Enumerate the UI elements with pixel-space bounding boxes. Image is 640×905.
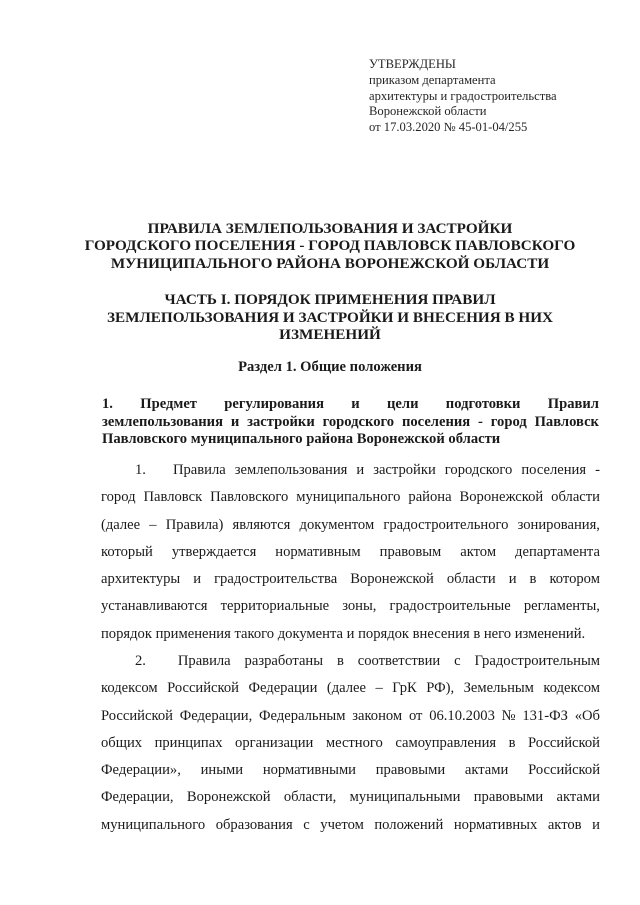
word: зоны, <box>342 598 377 615</box>
word: кодексом <box>543 680 600 697</box>
word: градостроительства <box>214 571 338 588</box>
word: являются <box>232 516 291 533</box>
paragraph-line <box>101 812 600 839</box>
word: Федерации, <box>101 789 174 806</box>
article-heading-line <box>102 396 599 414</box>
word: 06.10.2003 <box>429 707 495 724</box>
word: Российской <box>528 762 600 779</box>
word: муниципальными <box>349 789 461 806</box>
word: городского <box>444 462 513 478</box>
word: застройки <box>247 413 315 430</box>
word: архитектуры <box>101 571 181 588</box>
word: зонирования, <box>517 516 600 533</box>
word: нормативным <box>275 543 361 560</box>
word: РФ), <box>426 680 455 697</box>
word: поселения <box>401 413 471 430</box>
word: территориальные <box>220 598 330 615</box>
word: котором <box>549 571 600 588</box>
word: (далее <box>326 680 366 697</box>
word: самоуправления <box>395 734 497 751</box>
paragraph-line <box>101 730 600 757</box>
paragraph-number: 2. <box>135 653 146 669</box>
article-heading <box>102 396 599 449</box>
word: Федеральным <box>259 707 346 724</box>
word: в <box>336 653 344 669</box>
word: и <box>230 413 240 430</box>
word: землепользования <box>234 462 348 478</box>
paragraph-line <box>101 566 600 593</box>
word: местного <box>325 734 383 751</box>
word: района <box>408 489 452 506</box>
word: город <box>490 413 527 430</box>
paragraph-line <box>101 539 600 566</box>
word: Правила) <box>165 516 224 533</box>
approval-line: УТВЕРЖДЕНЫ <box>369 57 456 71</box>
word: правовыми <box>375 762 446 779</box>
word: - <box>595 462 600 478</box>
word: актов <box>547 816 582 833</box>
word: с <box>454 653 461 669</box>
word: Предмет <box>140 396 197 412</box>
paragraph-line <box>101 512 600 539</box>
word: – <box>149 516 157 533</box>
title-line: МУНИЦИПАЛЬНОГО РАЙОНА ВОРОНЕЖСКОЙ ОБЛАСТИ <box>110 254 550 272</box>
article-heading-line <box>102 414 599 432</box>
word: муниципального <box>296 489 401 506</box>
section-title: Раздел 1. Общие положения <box>238 359 422 375</box>
word: регулирования <box>224 396 324 412</box>
approval-line: приказом департамента <box>369 72 496 87</box>
word: градостроительные <box>389 598 511 615</box>
paragraph-line: порядок применения такого документа и порядок внесения в него изменений. <box>101 625 586 642</box>
word: Федерации», <box>101 762 181 779</box>
word: кодексом <box>101 680 158 697</box>
paragraph-1 <box>101 457 600 648</box>
word: Воронежской <box>350 571 434 588</box>
word: город <box>101 489 136 506</box>
approval-line: архитектуры и градостроительства <box>369 88 557 103</box>
word: № <box>501 707 516 724</box>
word: общих <box>101 734 143 751</box>
word: - <box>478 413 483 430</box>
word: разработаны <box>244 653 324 669</box>
word: Федерации <box>248 680 318 697</box>
word: Градостроительным <box>474 653 600 669</box>
paragraph-number: 1. <box>135 462 146 478</box>
word: нормативных <box>453 816 538 833</box>
word: департамента <box>515 543 600 560</box>
word: Земельным <box>463 680 534 697</box>
word: положений <box>374 816 444 833</box>
title-line: ГОРОДСКОГО ПОСЕЛЕНИЯ - ГОРОД ПАВЛОВСК ПАВЛОВСКОГО <box>84 237 576 255</box>
word: муниципального <box>101 816 206 833</box>
word: принципах <box>154 734 223 751</box>
word: землепользования <box>102 413 223 430</box>
part-line: ЗЕМЛЕПОЛЬЗОВАНИЯ И ЗАСТРОЙКИ И ВНЕСЕНИЯ В НИХ <box>106 308 553 326</box>
word: Воронежской <box>186 789 271 806</box>
word: иными <box>200 762 244 779</box>
paragraph-line <box>101 593 600 620</box>
word: и <box>356 462 365 478</box>
word: Правил <box>547 396 599 412</box>
word: 1. <box>102 396 113 412</box>
word: и <box>508 571 517 588</box>
word: – <box>375 680 383 697</box>
word: (далее <box>101 516 141 533</box>
word: актами <box>464 762 509 779</box>
word: образования <box>215 816 293 833</box>
paragraph-line <box>101 675 600 702</box>
word: застройки <box>373 462 436 478</box>
title-line: ПРАВИЛА ЗЕМЛЕПОЛЬЗОВАНИЯ И ЗАСТРОЙКИ <box>147 220 513 237</box>
approval-line: Воронежской области <box>369 104 487 119</box>
word: Павловского <box>210 489 289 506</box>
word: утверждается <box>171 543 257 560</box>
word: и <box>592 816 600 833</box>
approval-stamp <box>369 57 619 136</box>
word: регламенты, <box>523 598 600 615</box>
word: с <box>303 816 310 833</box>
part-title <box>60 291 600 344</box>
word: Правила <box>172 462 226 478</box>
word: Павловск <box>143 489 203 506</box>
word: и <box>193 571 202 588</box>
word: Российской <box>167 680 239 697</box>
paragraph-line <box>101 457 600 484</box>
approval-line: от 17.03.2020 № 45-01-04/255 <box>369 120 528 135</box>
part-line: ИЗМЕНЕНИЙ <box>279 326 381 344</box>
word: который <box>101 543 153 560</box>
word: актами <box>556 789 600 806</box>
word: законом <box>352 707 403 724</box>
paragraph-line <box>101 784 600 811</box>
word: поселения <box>521 462 587 478</box>
word: Российской <box>528 734 600 751</box>
word: «Об <box>574 707 600 724</box>
word: подготовки <box>445 396 521 412</box>
word: учетом <box>320 816 364 833</box>
document-title <box>60 220 600 272</box>
word: цели <box>387 396 419 412</box>
word: области <box>551 489 600 506</box>
paragraph-line <box>101 703 600 730</box>
word: в <box>508 734 516 751</box>
word: актом <box>460 543 497 560</box>
word: документом <box>299 516 375 533</box>
word: Российской <box>101 707 173 724</box>
word: области, <box>283 789 337 806</box>
word: нормативными <box>262 762 356 779</box>
word: и <box>351 396 360 412</box>
word: ГрК <box>392 680 417 697</box>
word: устанавливаются <box>101 598 208 615</box>
word: в <box>529 571 537 588</box>
word: Воронежской <box>459 489 544 506</box>
part-line: ЧАСТЬ I. ПОРЯДОК ПРИМЕНЕНИЯ ПРАВИЛ <box>164 291 496 308</box>
word: области <box>446 571 496 588</box>
paragraph-2 <box>101 648 600 839</box>
word: Федерации, <box>179 707 253 724</box>
article-heading-line: Павловского муниципального района Воронежской области <box>102 431 501 448</box>
word: городского <box>322 413 395 430</box>
word: Правила <box>177 653 231 669</box>
word: Павловск <box>534 413 599 430</box>
word: от <box>408 707 423 724</box>
word: соответствии <box>357 653 441 669</box>
paragraph-line <box>101 757 600 784</box>
paragraph-line <box>101 484 600 511</box>
word: организации <box>235 734 314 751</box>
word: 131-ФЗ <box>522 707 568 724</box>
paragraph-line <box>101 648 600 675</box>
word: правовыми <box>473 789 544 806</box>
word: градостроительного <box>383 516 509 533</box>
word: правовым <box>379 543 442 560</box>
